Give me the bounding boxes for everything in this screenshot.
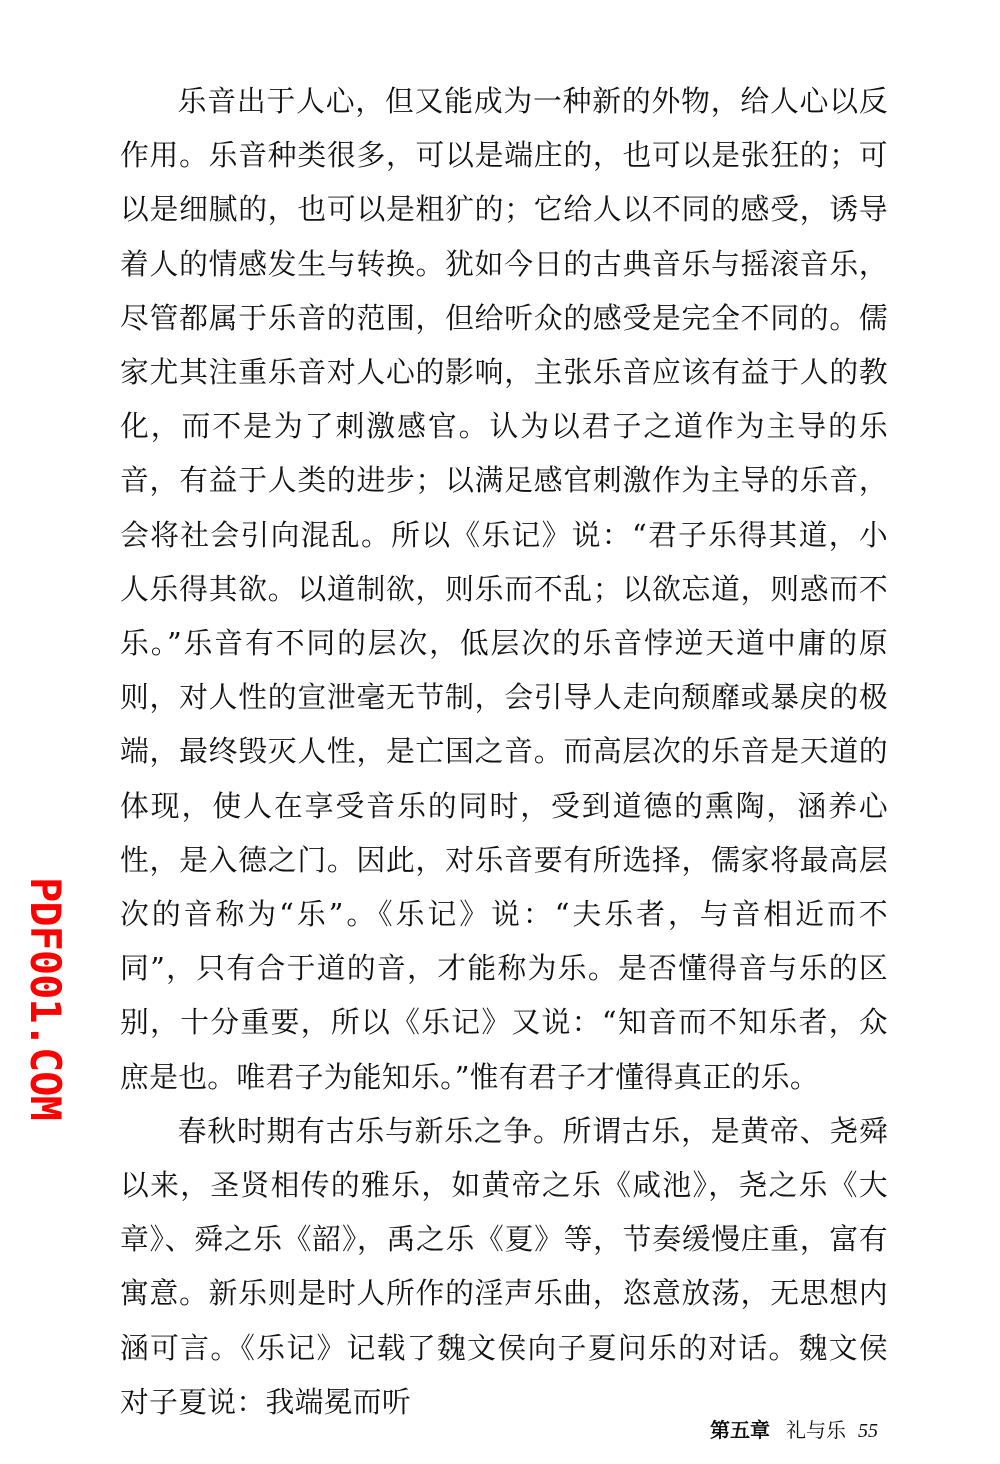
page-footer [710, 1415, 878, 1446]
body-text [120, 74, 888, 1429]
paragraph-2: 春秋时期有古乐与新乐之争。所谓古乐，是黄帝、尧舜以来，圣贤相传的雅乐，如黄帝之乐《咸池》，尧之乐《大章》、舜之乐《韶》，禹之乐《夏》等，节奏缓慢庄重，富有寓意。新乐则是时人所作的淫声乐曲，恣意放荡，无思想内涵可言。《乐记》记载了魏文侯向子夏问乐的对话。魏文侯对子夏说：我端冕而听 [120, 1113, 888, 1419]
paragraph-1: 乐音出于人心，但又能成为一种新的外物，给人心以反作用。乐音种类很多，可以是端庄的，也可以是张狂的；可以是细腻的，也可以是粗犷的；它给人以不同的感受，诱导着人的情感发生与转换。犹如今日的古典音乐与摇滚音乐，尽管都属于乐音的范围，但给听众的感受是完全不同的。儒家尤其注重乐音对人心的影响，主张乐音应该有益于人的教化，而不是为了刺激感官。认为以君子之道作为主导的乐音，有益于人类的进步；以满足感官刺激作为主导的乐音，会将社会引向混乱。所以《乐记》说：“君子乐得其道，小人乐得其欲。以道制欲，则乐而不乱；以欲忘道，则惑而不乐。”乐音有不同的层次，低层次的乐音悖逆天道中庸的原则，对人性的宣泄毫无节制，会引导人走向颓靡或暴戾的极端，最终毁灭人性，是亡国之音。而高层次的乐音是天道的体现，使人在享受音乐的同时，受到道德的熏陶，涵养心性，是入德之门。因此，对乐音要有所选择，儒家将最高层次的音称为“乐”。《乐记》说：“夫乐者，与音相近而不同”，只有合于道的音，才能称为乐。是否懂得音与乐的区别，十分重要，所以《乐记》又说：“知音而不知乐者，众庶是也。唯君子为能知乐。”惟有君子才懂得真正的乐。 [120, 84, 888, 1094]
page-number: 55 [858, 1420, 878, 1442]
watermark: PDF001.COM [21, 877, 70, 1120]
chapter-title: 礼与乐 [786, 1418, 846, 1442]
chapter-label: 第五章 [710, 1418, 770, 1442]
